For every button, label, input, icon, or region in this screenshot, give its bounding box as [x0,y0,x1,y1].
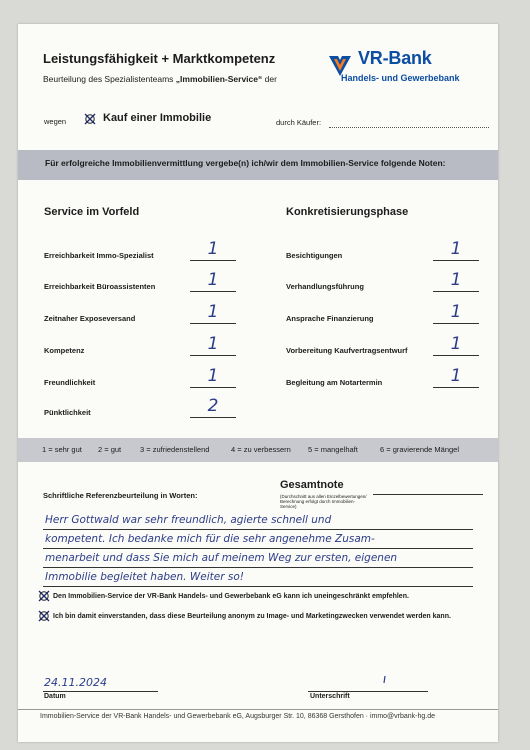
grade-line [190,291,236,292]
section-title-vorfeld: Service im Vorfeld [44,206,140,218]
reference-line: kompetent. Ich bedanke mich für die sehr angenehme Zusam- [45,533,375,545]
date-value[interactable]: 24.11.2024 [44,676,107,689]
rating-grade[interactable]: 2 [207,396,219,416]
grade-line [190,355,236,356]
rating-label: Kompetenz [44,346,85,355]
rating-grade[interactable]: 1 [207,239,219,259]
signature-mark-icon [378,674,392,688]
rating-grade[interactable]: 1 [450,239,462,259]
rating-label: Erreichbarkeit Büroassistenten [44,282,156,291]
rating-label: Zeitnaher Exposeversand [44,314,136,323]
footer-address: Immobilien-Service der VR-Bank Handels- und Gewerbebank eG, Augsburger Str. 10, 86368 Gersthofen · immo@vrbank-hg.de [40,713,436,720]
rating-grade[interactable]: 1 [207,366,219,386]
rating-label: Besichtigungen [286,251,343,260]
buyer-label: durch Käufer: [276,118,322,127]
rating-grade[interactable]: 1 [450,302,462,322]
grade-line [433,355,479,356]
grade-line [433,291,479,292]
form-title: Leistungsfähigkeit + Marktkompetenz [43,51,276,66]
scale-item: 3 = zufriedenstellend [140,445,210,454]
marketing-consent-text: Ich bin damit einverstanden, dass diese Beurteilung anonym zu Image- und Marketingzwecken verwendet werden kann. [53,613,451,620]
rating-label: Ansprache Finanzierung [286,314,374,323]
grade-line [190,260,236,261]
reference-line: Immobilie begleitet haben. Weiter so! [45,571,244,583]
date-label: Datum [44,693,66,700]
rating-label: Begleitung am Notartermin [286,378,383,387]
rating-grade[interactable]: 1 [450,270,462,290]
overall-grade-label: Gesamtnote [280,479,344,491]
grade-line [433,260,479,261]
grade-line [190,387,236,388]
reference-text[interactable] [45,511,465,587]
signature-line[interactable] [308,691,428,692]
rating-grade[interactable]: 1 [450,366,462,386]
rating-label: Vorbereitung Kaufvertragsentwurf [286,346,408,355]
footer-divider [18,709,498,710]
grade-line [433,323,479,324]
rating-label: Erreichbarkeit Immo-Spezialist [44,251,154,260]
reference-line: Herr Gottwald war sehr freundlich, agierte schnell und [45,514,332,526]
rating-form [18,24,498,742]
rating-grade[interactable]: 1 [207,334,219,354]
scale-item: 1 = sehr gut [42,445,82,454]
recommend-checkbox[interactable] [38,590,50,602]
signature-label: Unterschrift [310,693,350,700]
scale-item: 4 = zu verbessern [231,445,291,454]
subtitle-team: „Immobilien-Service“ [175,74,263,84]
intro-text: Für erfolgreiche Immobilienvermittlung vergebe(n) ich/wir dem Immobilien-Service folgende Noten: [45,158,446,168]
section-title-konkretisierung: Konkretisierungsphase [286,206,409,218]
subtitle-suffix: der [264,74,277,84]
reference-label: Schriftliche Referenzbeurteilung in Worten: [43,491,198,500]
rating-label: Freundlichkeit [44,378,96,387]
date-line [43,691,158,692]
purpose-checkbox[interactable] [84,113,96,125]
purpose-value: Kauf einer Immobilie [103,112,212,124]
grade-line [190,323,236,324]
grade-line [190,417,236,418]
recommend-text: Den Immobilien-Service der VR-Bank Handels- und Gewerbebank eG kann ich uneingeschränkt empfehlen. [53,593,409,600]
reference-line: menarbeit und dass Sie mich auf meinem Weg zur ersten, eigenen [45,552,398,564]
rating-label: Pünktlichkeit [44,408,91,417]
grade-line [433,387,479,388]
rating-grade[interactable]: 1 [450,334,462,354]
scale-item: 2 = gut [98,445,122,454]
scale-item: 6 = gravierende Mängel [380,445,460,454]
marketing-consent-checkbox[interactable] [38,610,50,622]
rating-grade[interactable]: 1 [207,302,219,322]
scale-item: 5 = mangelhaft [308,445,358,454]
logo-subtitle: Handels- und Gewerbebank [341,73,460,83]
logo-name: VR-Bank [358,48,432,68]
subtitle-prefix: Beurteilung des Spezialistenteams [43,74,174,84]
form-subtitle [43,74,277,84]
buyer-field[interactable] [329,127,489,128]
rating-grade[interactable]: 1 [207,270,219,290]
purpose-label: wegen [44,117,67,126]
overall-grade-field[interactable] [373,494,483,495]
overall-grade-note: (Durchschnitt aus allen Einzelbewertungen/ Berechnung erfolgt durch Immobilien-Service) [280,494,367,509]
rating-label: Verhandlungsführung [286,282,364,291]
